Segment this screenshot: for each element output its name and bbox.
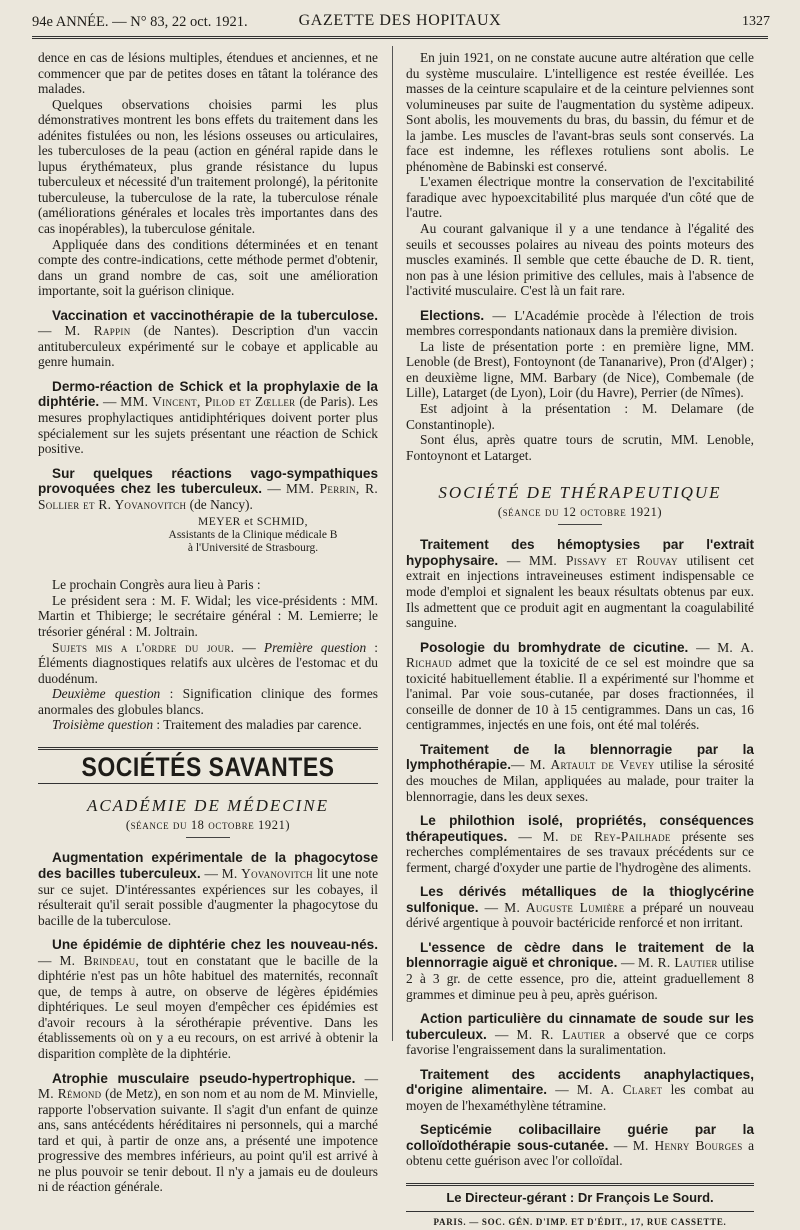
paragraph [38,717,378,733]
paragraph: En juin 1921, on ne constate aucune autre altération que celle du système musculaire. L'intelligence est restée éveillée. Les masses de la ceinture scapulaire et de la ceinture pelviennes sont volumineuses par suite de l'augmentation du système adipeux. Sont abolis, les mouvements du bras, du bassin, du fémur et de la jambe. Les muscles de l'avant-bras seuls sont conservés. La face est indemne, les réflexes rotuliens sont abolis. Le phénomène de Babinski est conservé. [406,50,754,174]
abstract-text: utilise 2 à 3 gr. de cette essence, pro die, atteint graduellement 8 grammes et diminue peu à peu, après guérison. [406,955,754,1002]
section-title: SOCIÉTÉS SAVANTES [81,751,335,782]
author: M. Brindeau [59,952,136,968]
abstract-hemoptysies: Traitement des hémoptysies par l'extrait hypophysaire. — MM. Pissavy et Rouvay utilisent cet extrait en injections intraveineuses estiment indispensable ce mode d'emploi et signalent les beaux résultats obtenus par eux. Ils admettent que ce produit agit en augmentant la coagulabilité sanguine. [406,537,754,631]
footer-rule [406,1183,754,1186]
abstract-text: a observé que ce corps favorise l'engraissement dans la suralimentation. [406,1026,754,1058]
paragraph: Sont élus, après quatre tours de scrutin, MM. Lenoble, Fontoynont et Latarget. [406,432,754,463]
paragraph: Est adjoint à la présentation : M. Delamare (de Constantinople). [406,401,754,432]
paragraph: Le prochain Congrès aura lieu à Paris : [52,577,261,593]
abstract-title: Traitement des accidents anaphylactiques, d'origine alimentaire. [406,1066,754,1098]
signature-line: Assistants de la Clinique médicale B [168,529,338,542]
section-rule [38,747,378,750]
author: M. Henry Bourges [632,1137,743,1153]
signature-name: MEYER et SCHMID, [198,516,308,529]
author: M. R. Lautier [516,1026,606,1042]
abstract-cicutine: Posologie du bromhydrate de cicutine. — M. A. Richaud admet que la toxicité de ce sel est moindre que sa toxicité habituellement établie. Il a expérimenté sur l'homme et l'animal. Par voie sous-cutanée, par doses fractionnées, il conseille de donner de 10 à 15 centigrammes. Dans un cas, 16 centigrammes, injectés en une fois, ont été mal tolérés. [406,639,754,733]
abstract-vago: Sur quelques réactions vago-sympathiques provoquées chez les tuberculeux. — MM. Perrin, R. Sollier et R. Yovanovitch (de Nancy). [38,465,379,512]
abstract-title: Traitement de la blennorragie par la lymphothérapie. [406,741,754,773]
abstract-title: Atrophie musculaire pseudo-hypertrophique. [52,1070,356,1086]
label: Sujets mis a l'ordre du jour. [52,639,235,655]
abstract-atrophie: Atrophie musculaire pseudo-hypertrophique. — M. Rémond (de Metz), en son nom et au nom de M. Minvielle, rapporte l'observation suivante. Il s'agit d'un enfant de quinze ans, sans antécédents héréditaires ni personnels, qui a marché tard et qui, à partir de onze ans, a présenté une impotence progressive des membres inférieurs, au point qu'il est arrivé à ne plus pouvoir se tenir debout. Il n'y a jamais eu de douleurs ni de réaction générale. [38,1070,379,1195]
abstract-cedre: L'essence de cèdre dans le traitement de la blennorragie aiguë et chronique. — M. R. Lautier utilise 2 à 3 gr. de cette essence, pro die, atteint graduellement 8 grammes et diminue peu à peu, après guérison. [406,939,754,1002]
journal-title: GAZETTE DES HOPITAUX [298,12,502,29]
abstract-title: Le philothion isolé, propriétés, conséquences thérapeutiques. [406,813,754,844]
author: MM. Perrin, R. Sollier et R. Yovanovitch [38,481,379,512]
paragraph: Quelques observations choisies parmi les plus démonstratives montrent les bons effets du traitement dans les adénites fistulées ou non, les lésions osseuses ou articulaires, les tuberculoses de la peau (action en général rapide dans le lupus érythémateux, plus grande résistance du lupus tuberculeux et nécessité d'un traitement prolongé), la péritonite tuberculeuse, la tuberculose de la rate, la tuberculose rénale (améliorations générales et locales très importantes dans des cas inopérables), la tuberculose génitale. [38,96,378,237]
abstract-anaphylaxie: Traitement des accidents anaphylactiques, d'origine alimentaire. — M. A. Claret les combat au moyen de l'hexaméthylène tétramine. [406,1066,754,1113]
author: M. Yovanovitch [221,865,313,881]
abstract-title: Les dérivés métalliques de la thioglycérine sulfonique. [406,884,754,915]
abstract-septicemie: Septicémie colibacillaire guérie par la colloïdothérapie sous-cutanée. — M. Henry Bourges a obtenu cette guérison avec l'or colloïdal. [406,1122,755,1169]
author: MM. Vincent, Pilod et Zœller [120,394,296,410]
abstract-thioglycerine: Les dérivés métalliques de la thioglycérine sulfonique. — M. Auguste Lumière a préparé un nouveau dérivé argentique à pouvoir bactéricide renforcé et non irritant. [406,884,754,931]
author: M. Auguste Lumière [504,899,625,915]
question-label: Troisième question [52,717,154,733]
abstract-vaccination: Vaccination et vaccinothérapie de la tuberculose. — M. Rappin (de Nantes). Description d'un vaccin antituberculeux expérimenté sur le cobaye et applicable au genre humain. [38,307,378,370]
author: M. de Rey-Pailhade [542,828,671,844]
abstract-text: (de Metz), en son nom et au nom de M. Minvielle, rapporte l'observation suivante. Il s'agit d'un enfant de quinze ans, sans antécédents héréditaires ni personnels, qui a marché tard et qui, à partir de onze ans, a présenté une impotence progressive des membres inférieurs, au point qu'il est arrivé à ne plus pouvoir se tenir debout. Il n'y a jamais eu de douleurs ni de réaction générale. [38,1086,379,1195]
abstract-title: Une épidémie de diphtérie chez les nouveau-nés. [52,937,378,953]
abstract-text: (de Nantes). Description d'un vaccin antituberculeux expérimenté sur le cobaye et applicable au genre humain. [38,323,378,370]
author: MM. Pissavy et Rouvay [528,552,678,568]
society-title: SOCIÉTÉ DE THÉRAPEUTIQUE [438,483,722,503]
abstract-elections: Elections. — L'Académie procède à l'élection de trois membres correspondants nationaux dans la première division. [406,307,754,339]
author: M. Rémond [38,1086,102,1102]
author: M. A. Claret [576,1082,663,1098]
paragraph: Sujets mis a l'ordre du jour. — Première question : Éléments diagnostiques relatifs aux ulcères de l'estomac et du duodénum. [38,639,379,686]
question-label: Deuxième question [52,686,161,702]
abstract-title: Traitement des hémoptysies par l'extrait hypophysaire. [406,537,754,568]
abstract-title: Dermo-réaction de Schick et la prophylaxie de la diphtérie. [38,378,378,410]
abstract-text: a obtenu cette guérison avec l'or colloïdal. [406,1137,755,1169]
divider [186,837,230,838]
question-text: : Éléments diagnostiques relatifs aux ulcères de l'estomac et du duodénum. [38,639,379,686]
abstract-text: (de Nancy). [189,496,253,512]
abstract-phagocytose: Augmentation expérimentale de la phagocytose des bacilles tuberculeux. — M. Yovanovitch lit une note sur ce sujet. D'intéressantes expériences sur les cobayes, il résulterait qu'il serait possible d'augmenter la phagocytose du bacille de la tuberculose. [38,850,379,928]
abstract-text: les combat au moyen de l'hexaméthylène tétramine. [406,1082,754,1113]
column-divider [392,46,393,1041]
paragraph: La liste de présentation porte : en première ligne, MM. Lenoble (de Brest), Fontoynont (de Tananarive), Pron (d'Alger) ; en deuxième ligne, MM. Barbary (de Nice), Combemale (de Lille), Latarget (de Lyon), Loir (du Havre), Perrier (de Nîmes). [406,338,754,401]
abstract-title: Action particulière du cinnamate de soude sur les tuberculeux. [406,1011,754,1042]
right-column [406,50,754,1230]
author: M. Rappin [64,323,131,339]
header-rule [32,36,768,39]
question-label: Première question [263,639,367,655]
paragraph: Au courant galvanique il y a une tendance à l'égalité des seuils et secousses polaires au niveau des points moteurs des muscles examinés. Il semble que cette ébauche de D. R. tient, non pas à une lésion primitive des cellules, mais à l'absence de l'activité musculaire. C'est là un fait rare. [406,221,754,299]
divider [558,524,602,525]
left-column [38,50,378,1195]
abstract-text: utilisent cet extrait en injections intraveineuses estiment indispensable ce mode d'emploi et signalent les beaux résultats obtenus par eux. Ils admettent que ce produit agit en augmentant la coagulabilité sanguine. [406,552,754,631]
abstract-text: utilise la sérosité des mouches de Milan, appliquées au malade, pour traiter la blennorragie, dans les deux sexes. [406,757,754,804]
section-rule [38,783,378,784]
paragraph [38,686,378,717]
abstract-text: , tout en constatant que le bacille de la diphtérie n'est pas un hôte habituel des maternités, reconnaît que, de temps à autre, on observe de légères épidémies diphtériques. Le seul moyen d'empêcher ces épidémies est d'avoir recours à la sérothérapie préventive. Dans les établissements où on y a eu recours, on est arrivé à obtenir la disparition complète de la diphtérie. [38,952,378,1061]
issue-info: 94e ANNÉE. — N° 83, 22 oct. 1921. [32,14,248,30]
abstract-title: Vaccination et vaccinothérapie de la tuberculose. [52,307,378,323]
signature [128,516,378,555]
abstract-text: admet que la toxicité de ce sel est moindre que sa toxicité habituellement établie. Il a expérimenté sur l'homme et l'animal. Par voie sous-cutanée, par doses fractionnées, il conseille de donner de 10 à 15 centigrammes. Dans un cas, 16 centigrammes, injectés en une fois, ont été mal tolérés. [406,655,754,733]
society-title: ACADÉMIE DE MÉDECINE [86,796,330,816]
paragraph: Appliquée dans des conditions déterminées et en tenant compte des contre-indications, cette méthode permet d'obtenir, dans un grand nombre de cas, soit une amélioration importante, soit la guérison clinique. [38,236,378,299]
publisher-line: Le Directeur-gérant : Dr François Le Sourd. [446,1190,714,1205]
seance-date: (séance du 18 octobre 1921) [125,817,291,832]
printer-line: PARIS. — SOC. GÉN. D'IMP. ET D'ÉDIT., 17, RUE CASSETTE. [406,1211,754,1230]
abstract-text: présente ses recherches complémentaires de ses travaux précédents sur ce ferment, chargé d'oxyder une partie de l'hydrogène des aliments. [406,828,754,875]
paragraph: L'examen électrique montre la conservation de l'excitabilité faradique avec hypoexcitabilité plus marquée d'un côté que de l'autre. [406,174,754,221]
abstract-title: L'essence de cèdre dans le traitement de la blennorragie aiguë et chronique. [406,939,754,971]
abstract-cinnamate: Action particulière du cinnamate de soude sur les tuberculeux. — M. R. Lautier a observé que ce corps favorise l'engraissement dans la suralimentation. [406,1011,754,1058]
abstract-text: L'Académie procède à l'élection de trois membres correspondants nationaux dans la première division. [406,307,754,339]
abstract-title: Posologie du bromhydrate de cicutine. [420,639,689,655]
author: M. R. Lautier [637,955,718,971]
question-text: : Signification clinique des formes anormales des globules blancs. [38,686,378,717]
abstract-title: Augmentation expérimentale de la phagocytose des bacilles tuberculeux. [38,850,378,881]
abstract-title: Sur quelques réactions vago-sympathiques provoquées chez les tuberculeux. [38,465,378,497]
question-text: : Traitement des maladies par carence. [156,717,362,733]
abstract-schick: Dermo-réaction de Schick et la prophylaxie de la diphtérie. — MM. Vincent, Pilod et Zœller (de Paris). Les mesures prophylactiques antidiphtériques doivent porter plus spécialement sur les sujets présentant une réaction de Schick positive. [38,378,378,457]
signature-line: à l'Université de Strasbourg. [187,542,319,555]
abstract-text: a préparé un nouveau dérivé argentique à pouvoir bactéricide renforcé et non irritant. [406,899,754,931]
abstract-title: Septicémie colibacillaire guérie par la colloïdothérapie sous-cutanée. [406,1122,754,1153]
abstract-lymphotherapie: Traitement de la blennorragie par la lymphothérapie.— M. Artault de Vevey utilise la sérosité des mouches de Milan, appliquées au malade, pour traiter la blennorragie, dans les deux sexes. [406,741,754,804]
page-header [0,0,800,38]
seance-date: (séance du 12 octobre 1921) [497,504,663,519]
abstract-text: lit une note sur ce sujet. D'intéressantes expériences sur les cobayes, il résulterait qu'il serait possible d'augmenter la phagocytose du bacille de la tuberculose. [38,865,379,928]
paragraph: Le président sera : M. F. Widal; les vice-présidents : MM. Martin et Thibierge; le secrétaire général : M. Lemierre; le trésorier général : M. Joltrain. [38,592,378,639]
abstract-text: (de Paris). Les mesures prophylactiques antidiphtériques doivent porter plus spécialement sur les sujets présentant une réaction de Schick positive. [38,394,378,457]
abstract-title: Elections. [420,307,485,323]
paragraph: dence en cas de lésions multiples, étendues et anciennes, et ne commencer que par de petites doses en tâtant la tolérance des malades. [38,50,378,97]
page-number: 1327 [742,14,770,29]
abstract-philothion: Le philothion isolé, propriétés, conséquences thérapeutiques. — M. de Rey-Pailhade présente ses recherches complémentaires de ses travaux précédents sur ce ferment, chargé d'oxyder une partie de l'hydrogène des aliments. [406,813,754,875]
author: M. A. Richaud [406,639,754,671]
author: M. Artault de Vevey [529,757,655,773]
abstract-diphterie: Une épidémie de diphtérie chez les nouveau-nés. — M. Brindeau, tout en constatant que le bacille de la diphtérie n'est pas un hôte habituel des maternités, reconnaît que, de temps à autre, on observe de légères épidémies diphtériques. Le seul moyen d'empêcher ces épidémies est d'avoir recours à la sérothérapie préventive. Dans les établissements où on y a eu recours, on est arrivé à obtenir la disparition complète de la diphtérie. [38,937,378,1061]
